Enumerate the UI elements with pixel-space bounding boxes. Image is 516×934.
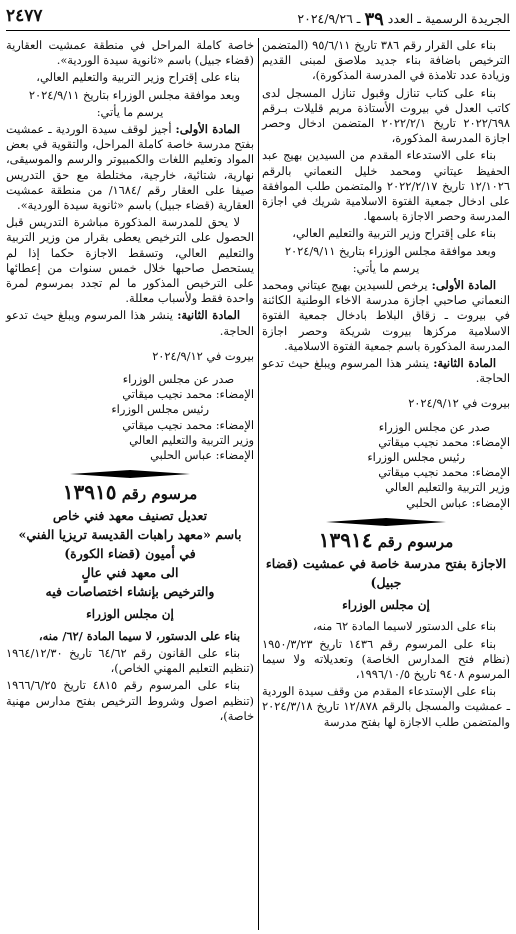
journal-title [297, 9, 510, 30]
signature-line: الإمضاء: محمد نجيب ميقاتي [378, 465, 510, 480]
council-heading: إن مجلس الوزراء [86, 607, 174, 622]
signature-line: وزير التربية والتعليم العالي [129, 432, 254, 447]
signature-line: الإمضاء: عباس الحلبي [150, 448, 254, 463]
decree-title [6, 506, 254, 601]
place-date: بيروت في ٢٠٢٤/٩/١٢ [152, 348, 254, 363]
decree-number-heading [6, 480, 254, 505]
paragraph: خاصة كاملة المراحل في منطقة عمشيت العقارية (قضاء جبيل) باسم «ثانوية سيدة الوردية». [6, 38, 254, 68]
paragraph: بناء على القرار رقم ٣٨٦ تاريخ ٩٥/٦/١١ (المتضمن الترخيص باضافة بناء جديد ملاصق لمبنى القديم وزيادة عدد تلامذة في المدرسة المذكورة)، [262, 38, 510, 83]
article-one [262, 278, 510, 354]
article-one [6, 122, 254, 213]
paragraph: بناء على الاستدعاء المقدم من السيدين بهيج عبد الحفيظ عيتاني ومحمد خليل النعماني بالرقم ١٢/١٠٢٦ تاريخ ٢٠٢٢/٢/١٧ والمتضمن طلب الموافقة على ادخال جمعية الفتوة الاسلامية شريك في اجازة المدرسة وحصر الاجازة باسمها. [262, 148, 510, 224]
paragraph: بناء على إقتراح وزير التربية والتعليم العالي، [292, 226, 496, 241]
decree-number: ١٣٩١٥ [62, 480, 117, 505]
signature-line: رئيس مجلس الوزراء [111, 402, 209, 417]
right-column [262, 38, 510, 732]
signature-line: الإمضاء: محمد نجيب ميقاتي [122, 417, 254, 432]
decree-title-line: في أميون (قضاء الكورة) [64, 546, 196, 562]
signature-line: رئيس مجلس الوزراء [367, 450, 465, 465]
left-column [6, 38, 254, 726]
article-label: المادة الأولى: [175, 122, 240, 137]
decrees-label: يرسم ما يأتي: [352, 260, 420, 275]
paragraph: بناء على الدستور، لا سيما المادة /٦٢/ منه، [38, 628, 240, 643]
decrees-label: يرسم ما يأتي: [96, 104, 164, 119]
decree-title: الاجازة بفتح مدرسة خاصة في عمشيت (قضاء جبيل) [265, 556, 507, 591]
issue-number: ٣٩ [364, 9, 384, 30]
signature-line: الإمضاء: محمد نجيب ميقاتي [378, 434, 510, 449]
paragraph: بناء على المرسوم رقم ١٤٣٦ تاريخ ١٩٥٠/٣/٢٣ (نظام فتح المدارس الخاصة) وتعديلاته ولا سيما المرسوم ٩٤٠٨ تاريخ ١٩٩٦/١٠/٥، [262, 636, 510, 681]
article-text: يرخص للسيدين بهيج عيتاني ومحمد النعماني صاحبي اجازة مدرسة الاخاء الوطنية الكائنة في بيروت ـ زقاق البلاط بادخال جمعية الفتوة الاسلامية مركزها بيروت شريكة وحصر اجازة المدرسة المذكورة باسم جمعية الفتوة الاسلامية. [262, 278, 510, 353]
paragraph: بناء على كتاب تنازل وقبول تنازل المسجل لدى كاتب العدل في بيروت الأستاذة مريم قليلات بـرقم ٢٠٢٢/٦٩٨ تاريخ ٢٠٢٢/٢/١ المتضمن ادخال وحصر اجازة المدرسة المذكورة، [262, 85, 511, 146]
paragraph: بناء على إقتراح وزير التربية والتعليم العالي، [36, 70, 240, 85]
decree-title-line: باسم «معهد راهبات القديسة تريزيا الفني» [18, 527, 242, 543]
article-text: ينشر هذا المرسوم ويبلغ حيث تدعو الحاجة. [6, 308, 254, 338]
signature-line: الإمضاء: عباس الحلبي [406, 495, 510, 510]
decree-prefix: مرسوم رقم [121, 485, 198, 504]
paragraph: بناء على الدستور لاسيما المادة ٦٢ منه، [312, 619, 496, 634]
page-number: ٢٤٧٧ [6, 6, 43, 26]
article-text: ينشر هذا المرسوم ويبلغ حيث تدعو الحاجة. [262, 356, 510, 386]
signature-line: صدر عن مجلس الوزراء [378, 419, 490, 434]
article-label: المادة الثانية: [433, 356, 496, 371]
separator-ornament [70, 469, 190, 479]
paragraph: بناء على الإستدعاء المقدم من وقف سيدة الوردية ـ عمشيت والمسجل بالرقم ١٢/٨٧٨ تاريخ ٢٠٢٤/٣/١٨ والمتضمن طلب الاجازة لها بفتح مدرسة [262, 684, 510, 729]
paragraph: بناء على المرسوم رقم ٤٨١٥ تاريخ ١٩٦٦/٦/٢٥ (تنظيم اصول وشروط الترخيص بفتح مدارس مهنية خاصة)، [6, 678, 254, 723]
article-two [6, 308, 254, 338]
decree-number: ١٣٩١٤ [318, 527, 373, 552]
decree-title-line: الى معهد فني عالٍ [81, 565, 179, 581]
separator-ornament [326, 517, 446, 527]
paragraph: وبعد موافقة مجلس الوزراء بتاريخ ٢٠٢٤/٩/١١ [284, 243, 496, 258]
signature-line: صدر عن مجلس الوزراء [122, 372, 234, 387]
place-date: بيروت في ٢٠٢٤/٩/١٢ [408, 396, 510, 411]
council-heading: إن مجلس الوزراء [342, 598, 430, 613]
page-header [6, 6, 510, 31]
article-text: أجيز لوقف سيدة الوردية ـ عمشيت بفتح مدرسة خاصة كاملة المراحل، والتقوية في بعض المواد وتعليم اللغات والكمبيوتر والرسم والموسيقى، نهارية، شتائية، خارجية، مختلطة مع حق التدريس صيفا على العقار رقم /١٦٨٤/ من منطقة عمشيت العقارية (قضاء جبيل) باسم «ثانوية سيدة الوردية». [6, 122, 255, 213]
column-divider [258, 38, 259, 930]
decree-prefix: مرسوم رقم [377, 532, 454, 551]
journal-prefix: الجريدة الرسمية ـ العدد [387, 11, 510, 26]
signature-line: وزير التربية والتعليم العالي [385, 480, 510, 495]
paragraph: وبعد موافقة مجلس الوزراء بتاريخ ٢٠٢٤/٩/١١ [28, 87, 240, 102]
paragraph: بناء على القانون رقم ٦٤/٦٢ تاريخ ١٩٦٤/١٢/٣٠ (تنظيم التعليم المهني الخاص)، [6, 645, 254, 676]
article-label: المادة الثانية: [177, 308, 240, 323]
article-label: المادة الأولى: [431, 278, 497, 293]
paragraph: لا يحق للمدرسة المذكورة مباشرة التدريس قبل الحصول على الترخيص يعطى بقرار من وزير التربية والتعليم العالي، وتسقط الاجازة حكما إذا لم يستحصل صاحبها خلال خمس سنوات من إعطائها على الترخيص المذكور ما لم تجدد بمرسوم لمرة واحدة فقط ولأسباب معللة. [6, 215, 254, 306]
decree-title-line: والترخيص بإنشاء اختصاصات فيه [45, 584, 215, 600]
decree-number-heading [262, 527, 510, 552]
signature-line: الإمضاء: محمد نجيب ميقاتي [122, 387, 254, 402]
article-two [262, 356, 510, 386]
decree-title-line: تعديل تصنيف معهد فني خاص [52, 508, 208, 524]
issue-date: ـ ٢٠٢٤/٩/٢٦ [297, 11, 361, 26]
